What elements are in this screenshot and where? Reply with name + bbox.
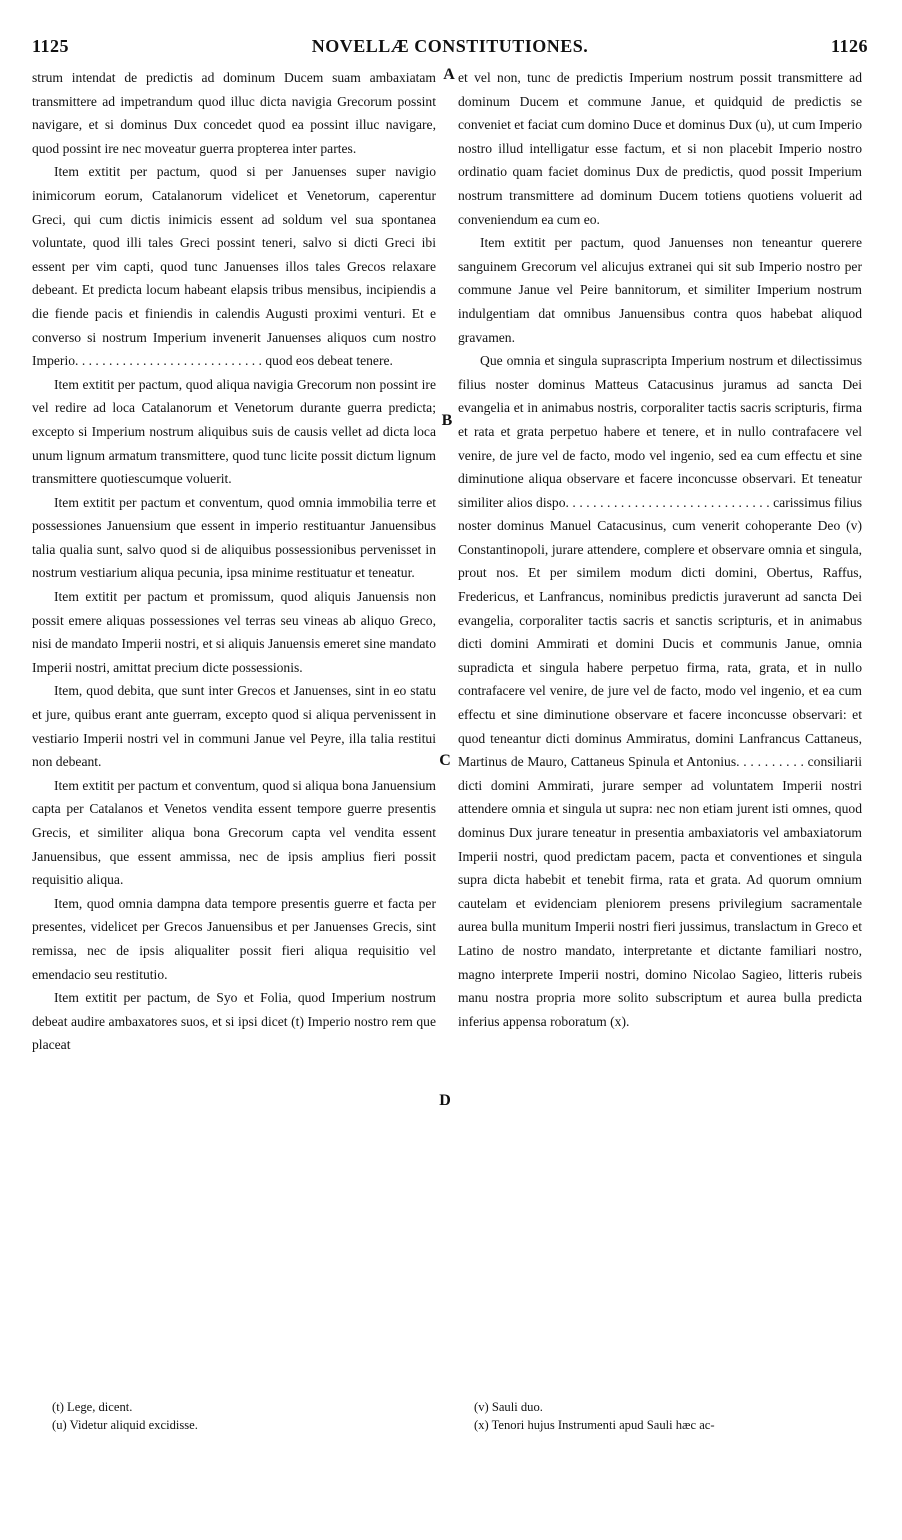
footnote: (x) Tenori hujus Instrumenti apud Sauli hæc ac- [474,1418,715,1432]
right-column [458,66,862,1033]
paragraph: Item extitit per pactum, quod aliqua navigia Grecorum non possint ire vel redire ad loca Catalanorum et Venetorum durante guerra predicta; excepto si Imperium nostrum aliquibus suis de causis vellet ad dicta loca unum lignum armatum transmittere, quod tunc licite possit dictum lignum transmittere quotiescumque voluerit. [32,376,436,487]
left-column [32,66,436,1057]
paragraph: Item extitit per pactum et promissum, quod aliquis Januensis non possit emere aliquas possessiones vel terras seu vineas ab aliquo Greco, nisi de mandato Imperii nostri, et si aliquis Januensis emeret sine mandato Imperii nostri, amittat precium dicte possessionis. [32,589,436,675]
footnotes-left [52,1398,456,1434]
paragraph: Item extitit per pactum, quod si per Januenses super navigio inimicorum eorum, Catalanorum videlicet et Venetorum, caperentur Greci, qui cum dictis inimicis essent ad soldum vel sua spontanea voluntate, quod illi tales Greci possint teneri, salvo si dicti Greci ibi essent per vim capti, quod tunc Januenses illos tales Grecos relaxare debeant. Et predicta locum habeant elapsis tribus mensibus, incipiendis a die fiende pacis et finiendis in calendis Augusti proximi venturi. Et e converso si nostrum Imperium invenerit Januenses aliquos cum nostro Imperio. . . . . . . . . . . . . . . . . . . . . . . . . . . . quod eos debeat tenere. [32,164,436,369]
paragraph: Que omnia et singula suprascripta Imperium nostrum et dilectissimus filius noster dominus Matteus Catacusinus juramus ad sancta Dei evangelia et in animabus nostris, corporaliter tactis sacris scripturis, firma et rata et grata perpetuo habere et tenere, et in nullo contrafacere vel venire, de jure vel de facto, modo vel ingenio, sed ea cum effectu et sine diminutione aliqua observare et facere inconcusse observari. Et teneatur similiter alios dispo. . . . . . . . . . . . . . . . . . . . . . . . . . . . . . carissimus filius noster dominus Manuel Catacusinus, cum venerit cohoperante Deo (v) Constantinopoli, jurare attendere, complere et observare omnia et singula, prout nos. Et per similem modum dicti domini, Obertus, Raffus, Fredericus, et Lanfrancus, nominibus predictis juraverunt ad sancta Dei evangelia, corporaliter tactis sacris et sanctis scripturis, et in animabus dicti domini Ammirati et domini Ducis et communis Janue, omnia supradicta et singula habere perpetuo firma, rata, grata, et in nullo contrafacere vel venire, de jure vel de facto, modo vel ingenio, et ea cum effectu et sine diminutione observare et facere inconcusse observari: et quod teneantur dicti dominus Ammiratus, domini Lanfrancus Cattaneus, Martinus de Mauro, Cattaneus Spinula et Antonius. . . . . . . . . . consiliarii dicti domini Ammirati, jurare semper ad voluntatem Imperii nostri attendere omnia et singula ut supra: nec non etiam jurent isti omnes, quod dominus Dux jurare teneatur in presentia ambaxiatoris vel ambaxiatorum Imperii nostri, quod predictam pacem, pacta et conventiones et singula supra dicta habebit et tenebit firma, rata et grata. Ad quorum omnium cautelam et evidenciam pleniorem presens privilegium sacramentale aurea bulla munitum Imperii nostri fieri jussimus, translactum in Greco et Latino de nostro mandato, interpretante et dictante familiari nostro, magno interprete Imperii nostri, domino Nicolao Sagieo, litteris rubeis manu nostra propria more solito subscriptum et aurea bulla predicta inferius appensa roboratum (x). [458,353,862,1029]
margin-letter-d: D [439,1092,451,1109]
paragraph: strum intendat de predictis ad dominum Ducem suam ambaxiatam transmittere ad impetrandum quod illuc dicta navigia Grecorum possint navigare, et si dominus Dux concedet quod ea possint illuc navigare, quod possint ire nec moveatur guerra propterea inter partes. [32,70,436,156]
page-number-right: 1126 [830,36,868,56]
margin-letter-b: B [441,412,453,429]
paragraph: Item, quod omnia dampna data tempore presentis guerre et facta per presentes, videlicet per Grecos Januensibus et per Januenses Grecis, sint remissa, nec de ipsis aliqualiter possit fieri aliqua requisitio vel emendacio seu restitutio. [32,895,436,982]
paragraph: et vel non, tunc de predictis Imperium nostrum possit transmittere ad dominum Ducem et commune Janue, et quidquid de predictis se conveniet et faciat cum domino Duce et dominus Dux (u), ut cum Imperio nostro illud intelligatur esse factum, et si non placebit Imperio nostro ordinatio quam faciet dominus Dux de predictis, quod possit Imperium nostrum transmittere ad dominum Ducem totiens quotiens voluerit ad conveniendum ea cum eo. [458,70,862,227]
footnotes-right [474,1398,878,1434]
margin-letter-c: C [439,752,451,769]
footnote: (u) Videtur aliquid excidisse. [52,1418,198,1432]
running-title: NOVELLÆ CONSTITUTIONES. [311,36,589,56]
footnote: (v) Sauli duo. [474,1400,543,1414]
paragraph: Item extitit per pactum, quod Januenses non teneantur querere sanguinem Grecorum vel alicujus extranei qui sit sub Imperio nostro per commune Janue vel Peire bannitorum, et similiter Imperium nostrum indulgentiam dat omnibus Januensibus contra quos habebat aliquod gravamen. [458,235,862,345]
paragraph: Item extitit per pactum et conventum, quod omnia immobilia terre et possessiones Januensium que essent in imperio restituantur Januensibus talia qualia sunt, salvo quod si de aliquibus possessionibus pervenisset in nostrum vestiarium aliqua pecunia, ipsa minime restituatur et teneatur. [32,494,436,581]
footnote: (t) Lege, dicent. [52,1400,133,1414]
page-number-left: 1125 [32,36,70,56]
paragraph: Item, quod debita, que sunt inter Grecos et Januenses, sint in eo statu et jure, quibus erant ante guerram, excepto quod si aliqua pervenissent in vestiario Imperii nostri vel in communi Janue vel Peyre, illa talia restitui non debeant. [32,683,436,770]
margin-letter-a: A [443,66,455,83]
paragraph: Item extitit per pactum et conventum, quod si aliqua bona Januensium capta per Catalanos et Venetos vendita essent tempore guerre presentis Grecis, et similiter aliqua bona Grecorum capta vel vendita essent Januensibus, que essent ammissa, nec de ipsis amplius fieri possit requisitio aliqua. [32,777,436,888]
paragraph: Item extitit per pactum, de Syo et Folia, quod Imperium nostrum debeat audire ambaxatores suos, et si ipsi dicet (t) Imperio nostro rem que placeat [32,990,436,1053]
running-header [32,36,868,58]
